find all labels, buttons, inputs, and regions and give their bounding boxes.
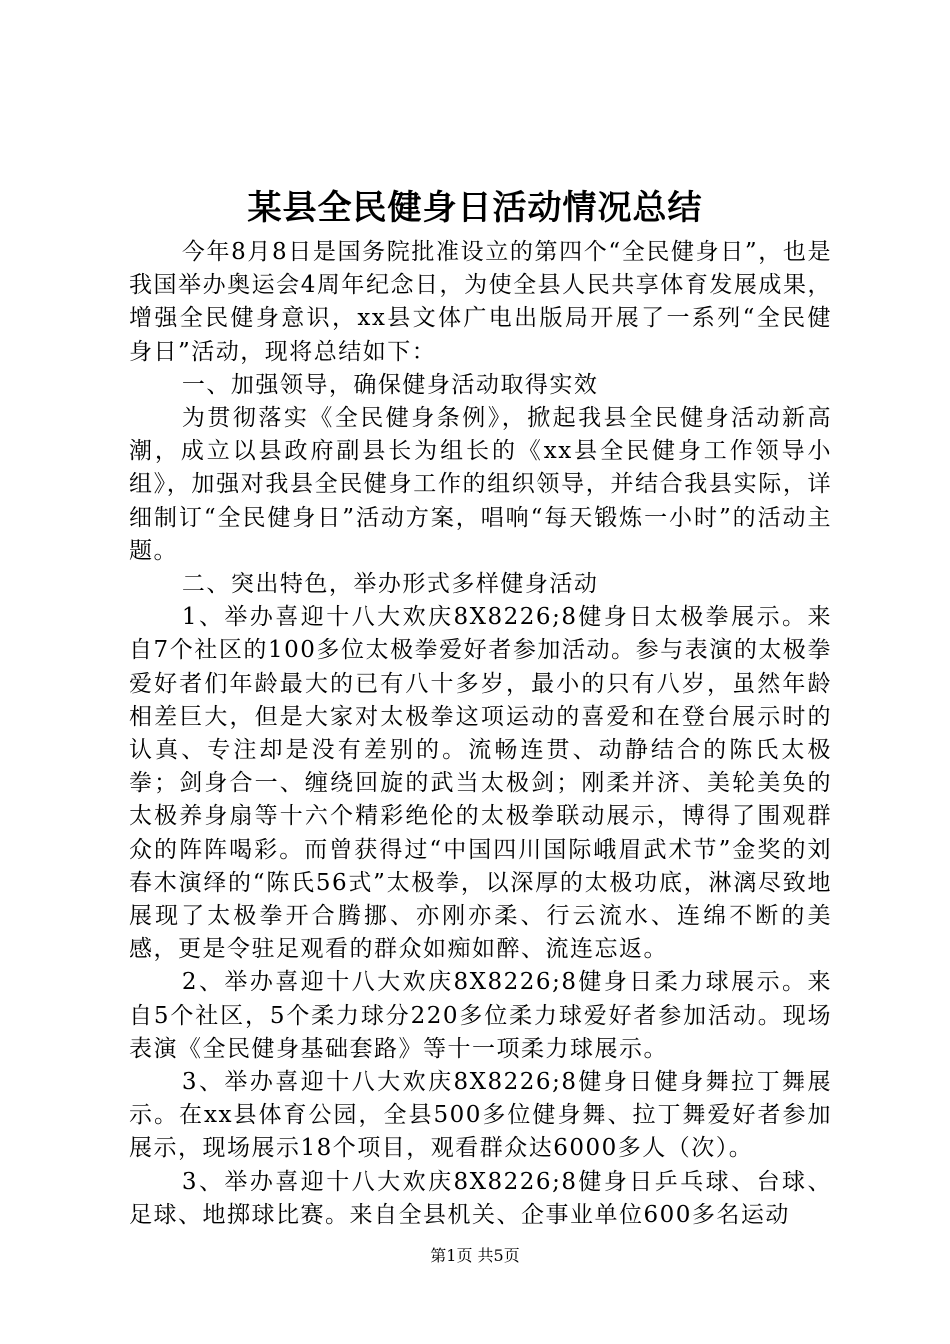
document-body (129, 236, 832, 1232)
document-title: 某县全民健身日活动情况总结 (247, 188, 703, 228)
item-3-paragraph: 3、举办喜迎十八大欢庆8X8226;8健身日健身舞拉丁舞展示。在xx县体育公园，全县500多位健身舞、拉丁舞爱好者参加展示，现场展示18个项目，观看群众达6000多人（次）。 (129, 1069, 832, 1162)
item-1-paragraph: 1、举办喜迎十八大欢庆8X8226;8健身日太极拳展示。来自7个社区的100多位太极拳爱好者参加活动。参与表演的太极拳爱好者们年龄最大的已有八十多岁，最小的只有八岁，虽然年龄相差巨大，但是大家对太极拳这项运动的喜爱和在登台展示时的认真、专注却是没有差别的。流畅连贯、动静结合的陈氏太极拳；剑身合一、缠绕回旋的武当太极剑；刚柔并济、美轮美奂的太极养身扇等十六个精彩绝伦的太极拳联动展示，博得了围观群众的阵阵喝彩。而曾获得过“中国四川国际峨眉武术节”金奖的刘春木演绎的“陈氏56式”太极拳，以深厚的太极功底，淋漓尽致地展现了太极拳开合腾挪、亦刚亦柔、行云流水、连绵不断的美感，更是令驻足观看的群众如痴如醉、流连忘返。 (129, 604, 832, 963)
page-footer: 第1页 共5页 (430, 1246, 520, 1265)
section-1-paragraph: 为贯彻落实《全民健身条例》，掀起我县全民健身活动新高潮，成立以县政府副县长为组长的《xx县全民健身工作领导小组》，加强对我县全民健身工作的组织领导，并结合我县实际，详细制订“全民健身日”活动方案，唱响“每天锻炼一小时”的活动主题。 (129, 405, 832, 564)
item-4-paragraph: 3、举办喜迎十八大欢庆8X8226;8健身日乒乓球、台球、足球、地掷球比赛。来自全县机关、企事业单位600多名运动 (129, 1168, 832, 1228)
section-heading-1: 一、加强领导，确保健身活动取得实效 (181, 371, 599, 398)
intro-paragraph: 今年8月8日是国务院批准设立的第四个“全民健身日”，也是我国举办奥运会4周年纪念日，为使全县人民共享体育发展成果，增强全民健身意识，xx县文体广电出版局开展了一系列“全民健身日”活动，现将总结如下： (129, 239, 832, 365)
item-2-paragraph: 2、举办喜迎十八大欢庆8X8226;8健身日柔力球展示。来自5个社区，5个柔力球分220多位柔力球爱好者参加活动。现场表演《全民健身基础套路》等十一项柔力球展示。 (129, 969, 832, 1062)
section-heading-2: 二、突出特色，举办形式多样健身活动 (181, 571, 599, 598)
